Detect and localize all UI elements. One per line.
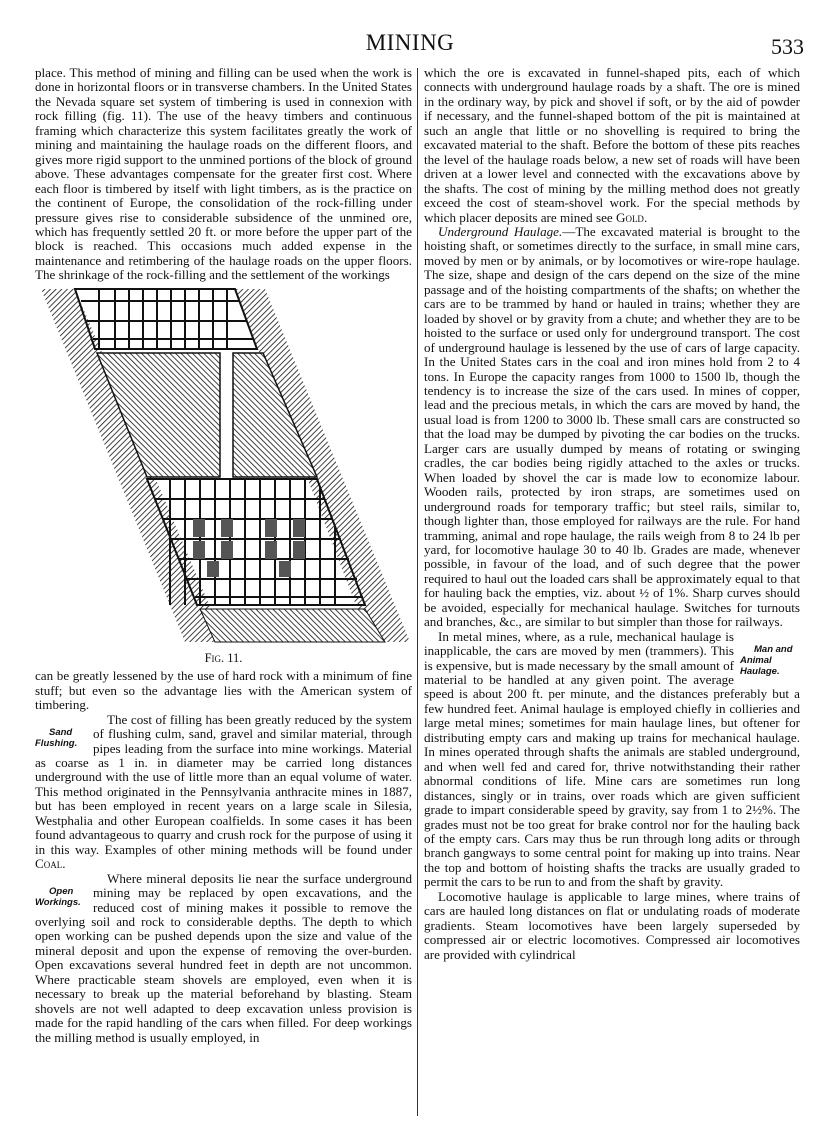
left-column bbox=[35, 66, 412, 1045]
paragraph bbox=[424, 630, 800, 890]
cross-reference-coal[interactable]: Coal bbox=[35, 856, 63, 872]
sidenote-man-and-animal-haulage: Man and Animal Haulage. bbox=[740, 643, 793, 677]
column-divider bbox=[417, 68, 418, 1116]
paragraph: can be greatly lessened by the use of hard rock with a minimum of fine stuff; but even so the advantage lies with the American system of timbering. bbox=[35, 668, 412, 713]
paragraph-text: In metal mines, where, as a rule, mechanical haulage is inapplicable, the cars are moved by men (trammers). This is expensive, but is made necessary by the small amount of material to be handled at any given point. The average speed is about 200 ft. per minute, and the distances preferably but a few hundred feet. Animal haulage is employed chiefly in collieries and large metal mines; sometimes for main haulage lines, but oftener for distributing empty cars and making up trains for mechanical haulage. In mines operated through shafts the animals are stabled underground, and when well fed and cared for, thrive notwithstanding their rather abnormal conditions of life. Mine cars are sometimes run long distances, singly or in trains, over roads which are given sufficient grade to impart considerable speed by gravity, say from 1 to 2½%. The grades must not be too great for brake control nor for the hauling back of the empty cars. Cars may thus be run through long adits or through branch gangways to some central point for making up into trains. Near the top and bottom of hoisting shafts the tracks are usually graded to permit the cars to be run to and from the shaft by gravity. bbox=[424, 628, 800, 890]
paragraph: place. This method of mining and filling can be used when the work is done in horizontal floors or in transverse chambers. In the United States the Nevada square set system of timbering is used in connexion with rock filling (fig. 11). The use of the heavy timbers and continuous framing which characterize this system facilitates greatly the work of mining and maintaining the haulage roads on the different floors, and gives more rigid support to the unmined portions of the block of ground above. These advantages compensate for the greater first cost. Where each floor is timbered by itself with light timbers, as is the practice on the continent of Europe, the consolidation of the rock-filling under pressure gives rise to considerable subsidence of the unmined ore, which has frequently settled 20 ft. or more before the upper part of the block is reached. This occasions much added expense in the maintenance and retimbering of the haulage roads on the upper floors. The shrinkage of the rock-filling and the settlement of the workings bbox=[35, 65, 412, 283]
punctuation: . bbox=[643, 209, 648, 225]
paragraph bbox=[35, 713, 412, 872]
sidenote-open-workings: Open Workings. bbox=[35, 885, 81, 908]
paragraph: Locomotive haulage is applicable to large mines, where trains of cars are hauled long distances on flat or undulating roads of moderate gradients. Steam locomotives have been largely superseded by compressed air or electric locomotives. Compressed air locomotives are provided with cylindrical bbox=[424, 888, 800, 962]
running-header-title: MINING bbox=[365, 30, 455, 55]
page-number: 533 bbox=[771, 34, 804, 59]
paragraph-text: The cost of filling has been greatly reduced by the system of flushing culm, sand, gravel and similar material, through pipes leading from the surface into mine workings. Material as coarse as 1 in. in diameter may be carried long distances underground with the use of little more than an equal volume of water. This method originated in the Pennsylvania anthracite mines in 1887, but has been employed in recent years on a large scale in Silesia, Westphalia and other European coalfields. In some cases it has been found advantageous to quarry and crush rock for the purpose of using it in this way. Examples of other mining methods will be found under bbox=[35, 711, 412, 857]
paragraph-text: —The excavated material is brought to the hoisting shaft, or sometimes directly to the surface, in small mine cars, moved by men or by animals, or by locomotives or wire-rope haulage. The size, shape and design of the cars depend on the size of the mine passage and of the hoisting compartments of the shafts; on whether the cars are to be trammed by hand or hauled in trains; whether they are loaded by shovel or by gravity from a chute; and whether they are to be hoisted to the surface or used only for underground transport. The cost of underground haulage is lessened by the use of cars of large capacity. In the United States cars in the coal and iron mines hold from 2 to 4 tons. In Europe the capacity ranges from 1000 to 1500 lb, though the tendency is to increase the size of the cars used. In mines of copper, lead and the precious metals, in which the cars are moved by hand, the usual load is from 1200 to 3000 lb. These small cars are constructed so that the load may be dumped by pivoting the car bodies on the trucks. Larger cars are usually dumped by means of rotating or swinging cradles, the car bodies being rigidly attached to the axles or trucks. When loaded by shovel the car is made low to economize labour. Wooden rails, protected by iron straps, are sometimes used on underground roads for temporary traffic; but steel rails, similar to, though lighter than, those employed for railways are the rule. For hand tramming, animal and rope haulage, the rails weigh from 8 to 24 lb per yard, for locomotive haulage 30 to 40 lb. Grades are made, whenever possible, in favour of the load, and of such degree that the power required to haul out the loaded cars shall be approximately equal to that for hauling back the empties, viz. about ½ of 1%. Sharp curves should be avoided, especially for mechanical haulage. Switches for turnouts and branches, &c., are similar to but simpler than those for railways. bbox=[424, 223, 800, 630]
sidenote-sand-flushing: Sand Flushing. bbox=[35, 726, 78, 749]
paragraph bbox=[424, 225, 800, 630]
cross-reference-gold[interactable]: Gold bbox=[615, 209, 644, 225]
mine-section-diagram bbox=[35, 287, 412, 649]
paragraph bbox=[424, 66, 800, 225]
figure-11-square-set-timbering bbox=[35, 287, 412, 649]
right-column bbox=[424, 66, 800, 962]
punctuation: . bbox=[62, 856, 66, 872]
paragraph-text: which the ore is excavated in funnel-shaped pits, each of which connects with underground haulage roads by a shaft. The ore is mined in the ordinary way, by pick and shovel if soft, or by the aid of powder if necessary, and the funnel-shaped bottom of the pit is maintained at such an angle that little or no shovelling is required to bring the excavated material to the shaft. Before the bottom of these pits reaches the level of the haulage roads below, a new set of roads will have been driven at a lower level and connected with the excavations above by the shafts. The cost of mining by the milling method does not greatly exceed the cost of steam-shovel work. For the special methods by which placer deposits are mined see bbox=[424, 65, 800, 225]
section-heading-underground-haulage: Underground Haulage. bbox=[438, 223, 563, 239]
paragraph-text: Where mineral deposits lie near the surface underground mining may be replaced by open excavations, and the reduced cost of mining makes it possible to remove the overlying soil and rock to considerable depths. The depth to which open working can be pushed depends upon the size and value of the mineral deposit and upon the expense of removing the over-burden. Open excavations several hundred feet in depth are not uncommon. Where practicable steam shovels are employed, even when it is necessary to break up the material beforehand by blasting. Steam shovels are not well adapted to deep excavation unless provision is made for the rapid handling of the cars when filled. For deep workings the milling method is usually employed, in bbox=[35, 870, 412, 1045]
figure-caption: Fig. 11. bbox=[204, 650, 243, 665]
paragraph bbox=[35, 872, 412, 1045]
